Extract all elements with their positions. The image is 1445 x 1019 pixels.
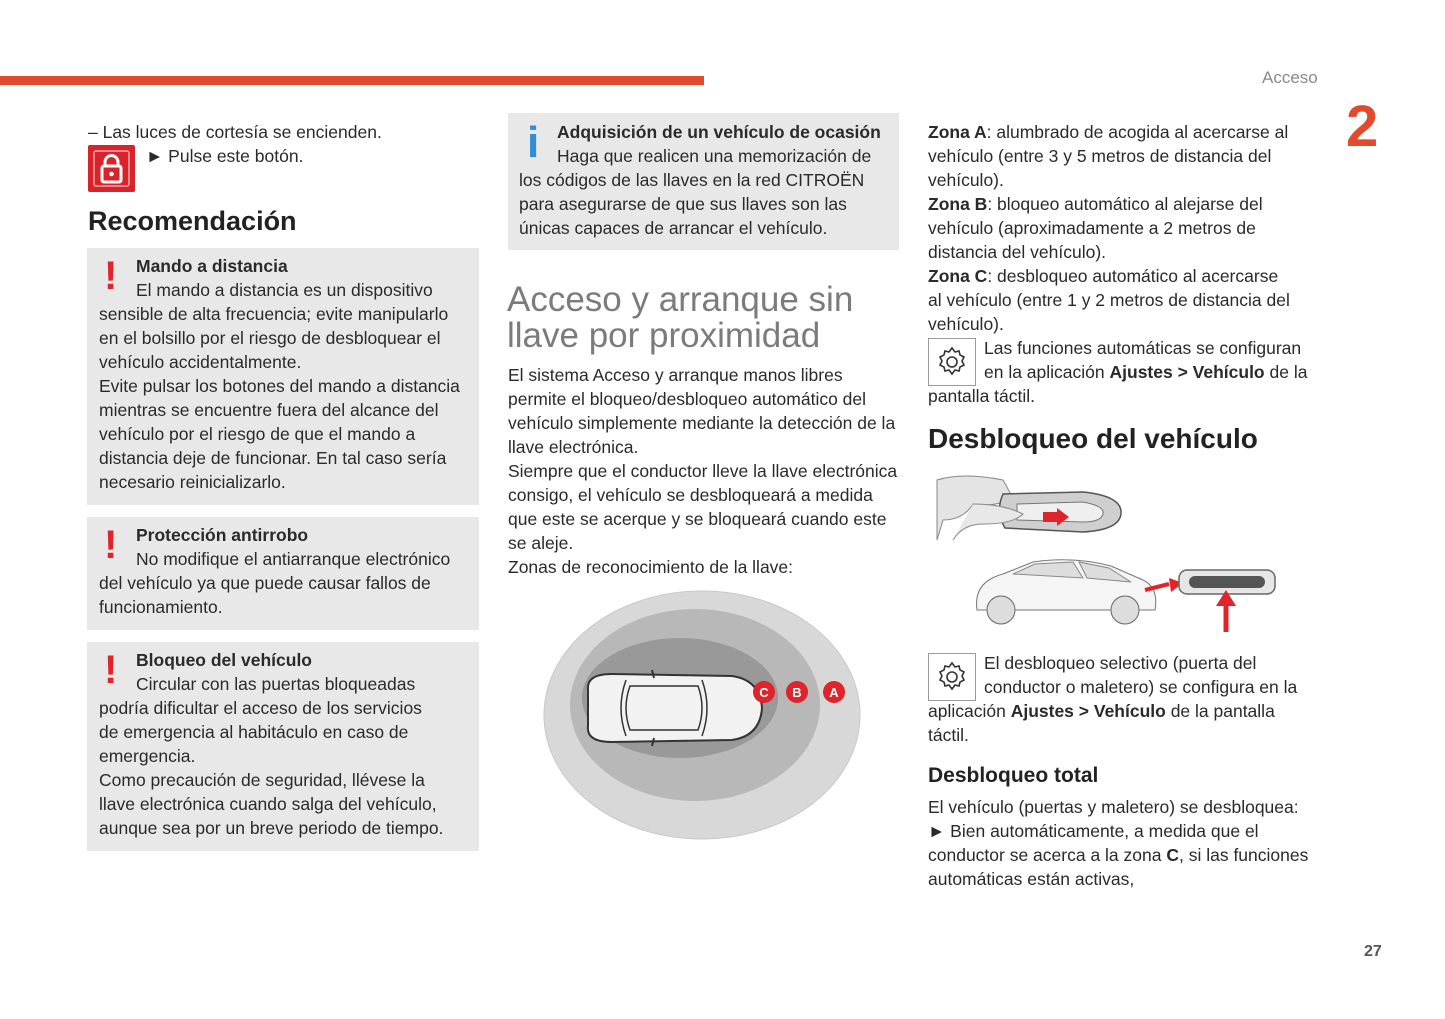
settings-gear-icon [928, 338, 976, 386]
warning-text: Como precaución de seguridad, llévese la [99, 770, 425, 790]
settings-note-3: pantalla táctil. [928, 386, 1036, 406]
info-text: los códigos de las llaves en la red CITROËN [519, 170, 865, 190]
warning-text: llave electrónica cuando salga del vehículo, [99, 794, 437, 814]
unlock-heading: Desbloqueo del vehículo [928, 423, 1258, 454]
zone-b-text-3: distancia del vehículo). [928, 242, 1107, 262]
svg-text:A: A [829, 685, 839, 700]
warning-text: El mando a distancia es un dispositivo [136, 280, 433, 300]
info-text: Haga que realicen una memorización de [557, 146, 872, 166]
zone-a-text: Zona A: alumbrado de acogida al acercarse al [928, 122, 1289, 142]
press-button-step: ► Pulse este botón. [146, 146, 304, 166]
warning-text: en el bolsillo por el riesgo de desbloquear el [99, 328, 441, 348]
warning-icon: ! [104, 254, 118, 298]
warning-text: emergencia. [99, 746, 196, 766]
settings-note-2: en la aplicación Ajustes > Vehículo de la [984, 362, 1308, 382]
settings-note-1: Las funciones automáticas se configuran [984, 338, 1302, 358]
svg-text:C: C [759, 685, 769, 700]
body-text: llave electrónica. [508, 437, 639, 457]
zone-c-marker [753, 681, 775, 703]
selective-unlock-3: aplicación Ajustes > Vehículo de la pantalla [928, 701, 1275, 721]
warning-text: No modifique el antiarranque electrónico [136, 549, 451, 569]
total-unlock-3: conductor se acerca a la zona C, si las funciones [928, 845, 1309, 865]
selective-unlock-4: táctil. [928, 725, 969, 745]
zone-b-marker [786, 681, 808, 703]
zone-a-text-2: vehículo (entre 3 y 5 metros de distancia del [928, 146, 1272, 166]
warning-box-remote [87, 248, 479, 505]
warning-title: Mando a distancia [136, 256, 288, 276]
info-text: para asegurarse de que sus llaves son las [519, 194, 847, 214]
warning-text: mientras se encuentre fuera del alcance del [99, 400, 439, 420]
section-title-keyless-2: llave por proximidad [507, 316, 821, 355]
section-title: Acceso [1262, 68, 1318, 87]
warning-text: sensible de alta frecuencia; evite manipularlo [99, 304, 449, 324]
zone-a-marker [823, 681, 845, 703]
total-unlock-4: automáticas están activas, [928, 869, 1135, 889]
chapter-number: 2 [1346, 94, 1379, 159]
zone-a-text-3: vehículo). [928, 170, 1004, 190]
warning-text: funcionamiento. [99, 597, 223, 617]
warning-box-locking [87, 642, 479, 851]
warning-text: necesario reinicializarlo. [99, 472, 286, 492]
warning-title: Bloqueo del vehículo [136, 650, 312, 670]
warning-icon: ! [104, 523, 118, 567]
total-unlock-1: El vehículo (puertas y maletero) se desbloquea: [928, 797, 1299, 817]
svg-text:B: B [792, 685, 802, 700]
warning-text: distancia deje de funcionar. En tal caso sería [99, 448, 447, 468]
body-text: consigo, el vehículo se desbloqueará a medida [508, 485, 873, 505]
total-unlock-2: ► Bien automáticamente, a medida que el [928, 821, 1259, 841]
warning-text: Circular con las puertas bloqueadas [136, 674, 416, 694]
body-text: vehículo simplemente mediante la detección de la [508, 413, 896, 433]
body-text: permite el bloqueo/desbloqueo automático del [508, 389, 867, 409]
zone-b-text-2: vehículo (aproximadamente a 2 metros de [928, 218, 1256, 238]
zone-c-text: Zona C: desbloqueo automático al acercarse [928, 266, 1279, 286]
body-text: que este se acerque y se bloqueará cuando este [508, 509, 887, 529]
door-handle-illustration [933, 470, 1278, 645]
info-title: Adquisición de un vehículo de ocasión [557, 122, 881, 142]
info-box-used-vehicle [508, 113, 899, 250]
key-zones-diagram [540, 590, 865, 845]
warning-text: aunque sea por un breve periodo de tiempo. [99, 818, 444, 838]
warning-text: vehículo accidentalmente. [99, 352, 302, 372]
warning-icon: ! [104, 648, 118, 692]
body-text: se aleje. [508, 533, 574, 553]
zone-b-text: Zona B: bloqueo automático al alejarse del [928, 194, 1263, 214]
warning-text: vehículo por el riesgo de que el mando a [99, 424, 416, 444]
selective-unlock-2: conductor o maletero) se configura en la [984, 677, 1298, 697]
body-text: Siempre que el conductor lleve la llave electrónica [508, 461, 898, 481]
selective-unlock-1: El desbloqueo selectivo (puerta del [984, 653, 1257, 673]
body-text: Zonas de reconocimiento de la llave: [508, 557, 794, 577]
zone-c-text-2: al vehículo (entre 1 y 2 metros de distancia del [928, 290, 1290, 310]
warning-text: podría dificultar el acceso de los servicios [99, 698, 422, 718]
page-number: 27 [1364, 943, 1382, 960]
bullet-line: – Las luces de cortesía se encienden. [88, 122, 382, 142]
total-unlock-heading: Desbloqueo total [928, 764, 1099, 787]
warning-text: de emergencia al habitáculo en caso de [99, 722, 409, 742]
warning-box-antitheft [87, 517, 479, 630]
header-accent-bar [0, 76, 704, 85]
warning-text: Evite pulsar los botones del mando a distancia [99, 376, 460, 396]
warning-text: del vehículo ya que puede causar fallos de [99, 573, 431, 593]
info-icon: i [527, 118, 540, 167]
body-text: El sistema Acceso y arranque manos libres [508, 365, 843, 385]
zone-c-text-3: vehículo). [928, 314, 1004, 334]
section-title-keyless: Acceso y arranque sin [507, 280, 854, 319]
settings-gear-icon-2 [928, 653, 976, 701]
recommendation-heading: Recomendación [88, 206, 297, 236]
lock-button-icon [88, 145, 135, 192]
info-text: únicas capaces de arrancar el vehículo. [519, 218, 828, 238]
warning-title: Protección antirrobo [136, 525, 309, 545]
